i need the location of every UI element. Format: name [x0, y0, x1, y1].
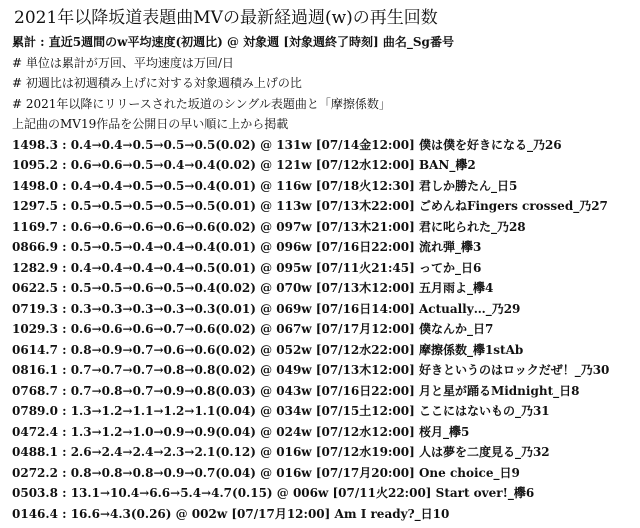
- stats-row: 0272.2 : 0.8→0.8→0.8→0.9→0.7(0.04) @ 016w [07/17月20:00] One choice_日9: [12, 465, 520, 480]
- stats-row: 1029.3 : 0.6→0.6→0.6→0.7→0.6(0.02) @ 067w [07/17月12:00] 僕なんか_日7: [12, 322, 494, 336]
- stats-row: 0503.8 : 13.1→10.4→6.6→5.4→4.7(0.15) @ 006w [07/11火22:00] Start over!_欅6: [12, 486, 535, 500]
- stats-row: 1095.2 : 0.6→0.6→0.5→0.4→0.4(0.02) @ 121w [07/12水12:00] BAN_欅2: [12, 158, 476, 172]
- stats-row: 1498.0 : 0.4→0.4→0.5→0.5→0.4(0.01) @ 116w [07/18火12:30] 君しか勝たん_日5: [12, 178, 518, 193]
- stats-row: 0488.1 : 2.6→2.4→2.4→2.3→2.1(0.12) @ 016w [07/12水19:00] 人は夢を二度見る_乃32: [12, 445, 550, 459]
- note-line: # 2021年以降にリリースされた坂道のシングル表題曲と「摩擦係数」: [12, 96, 391, 111]
- stats-row: 0146.4 : 16.6→4.3(0.26) @ 002w [07/17月12:00] Am I ready?_日10: [12, 506, 450, 521]
- stats-list: [12, 135, 640, 525]
- stats-row: 0472.4 : 1.3→1.2→1.0→0.9→0.9(0.04) @ 024w [07/12水12:00] 桜月_欅5: [12, 424, 470, 439]
- note-line: # 初週比は初週積み上げに対する対象週積み上げの比: [12, 76, 302, 90]
- stats-row: 0866.9 : 0.5→0.5→0.4→0.4→0.4(0.01) @ 096w [07/16日22:00] 流れ弾_欅3: [12, 240, 482, 254]
- stats-row: 0614.7 : 0.8→0.9→0.7→0.6→0.6(0.02) @ 052w [07/12水22:00] 摩擦係数_欅1stAb: [12, 342, 524, 357]
- format-line: 累計 : 直近5週間のw平均速度(初週比) @ 対象週 [対象週終了時刻] 曲名_Sg番号: [12, 35, 454, 49]
- stats-row: 1169.7 : 0.6→0.6→0.6→0.6→0.6(0.02) @ 097w [07/13木21:00] 君に叱られた_乃28: [12, 219, 526, 234]
- stats-row: 1282.9 : 0.4→0.4→0.4→0.4→0.5(0.01) @ 095w [07/11火21:45] ってか_日6: [12, 260, 482, 275]
- stats-row: 0622.5 : 0.5→0.5→0.6→0.5→0.4(0.02) @ 070w [07/13木12:00] 五月雨よ_欅4: [12, 281, 494, 295]
- note-line: # 単位は累計が万回、平均速度は万回/日: [12, 55, 234, 70]
- stats-row: 1297.5 : 0.5→0.5→0.5→0.5→0.5(0.01) @ 113w [07/13木22:00] ごめんねFingers crossed_乃27: [12, 199, 608, 213]
- stats-row: 0789.0 : 1.3→1.2→1.1→1.2→1.1(0.04) @ 034w [07/15土12:00] ここにはないもの_乃31: [12, 404, 550, 418]
- document-title: 2021年以降坂道表題曲MVの最新経過週(w)の再生回数: [14, 8, 438, 28]
- stats-row: 0719.3 : 0.3→0.3→0.3→0.3→0.3(0.01) @ 069w [07/16日14:00] Actually…_乃29: [12, 301, 521, 316]
- note-line: 上記曲のMV19作品を公開日の早い順に上から掲載: [12, 117, 289, 131]
- stats-row: 1498.3 : 0.4→0.4→0.5→0.5→0.5(0.02) @ 131w [07/14金12:00] 僕は僕を好きになる_乃26: [12, 137, 562, 152]
- stats-row: 0768.7 : 0.7→0.8→0.7→0.9→0.8(0.03) @ 043w [07/16日22:00] 月と星が踊るMidnight_日8: [12, 383, 580, 398]
- stats-row: 0816.1 : 0.7→0.7→0.7→0.8→0.8(0.02) @ 049w [07/13木12:00] 好きというのはロックだぜ！_乃30: [12, 363, 610, 377]
